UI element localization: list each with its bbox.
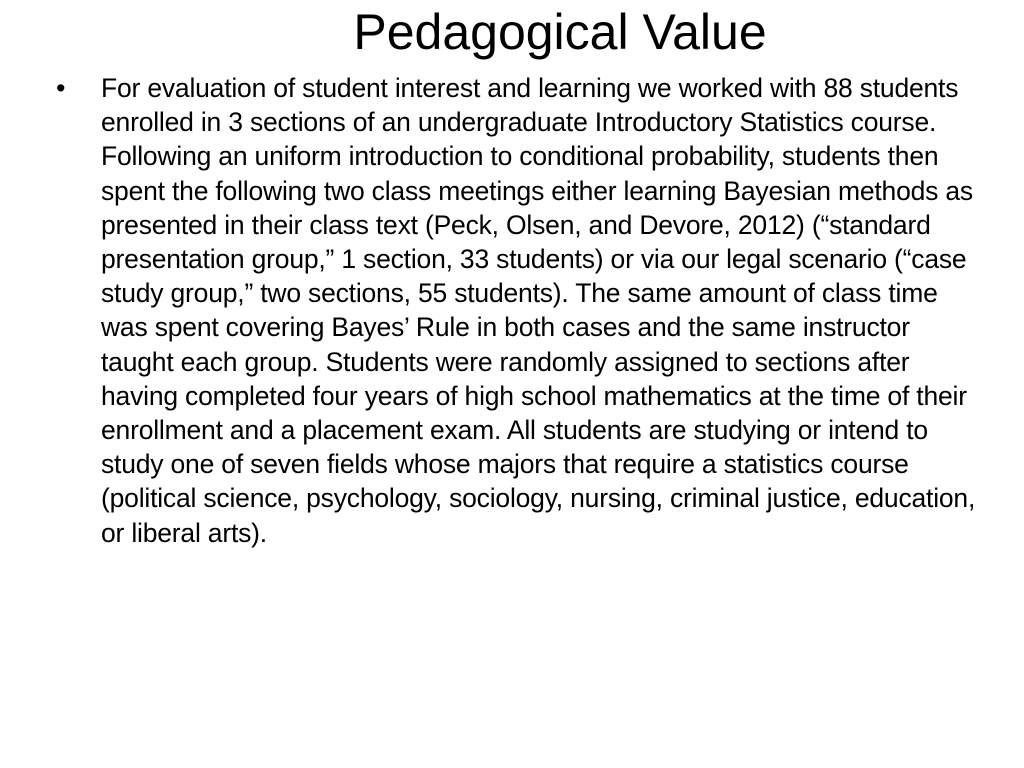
slide-title: Pedagogical Value: [353, 4, 767, 60]
bullet-text: For evaluation of student interest and learning we worked with 88 students enrolled in 3 sections of an undergraduate Introductory Statistics course. Following an uniform introduction to conditional probability, students then spent the following two class meetings either learning Bayesian methods as presented in their class text (Peck, Olsen, and Devore, 2012) (“standard presentation group,” 1 section, 33 students) or via our legal scenario (“case study group,” two sections, 55 students). The same amount of class time was spent covering Bayes’ Rule in both cases and the same instructor taught each group. Students were randomly assigned to sections after having completed four years of high school mathematics at the time of their enrollment and a placement exam. All students are studying or intend to study one of seven fields whose majors that require a statistics course (political science, psychology, sociology, nursing, criminal justice, education, or liberal arts).: [101, 73, 976, 548]
bullet-dot-icon: •: [56, 73, 66, 103]
